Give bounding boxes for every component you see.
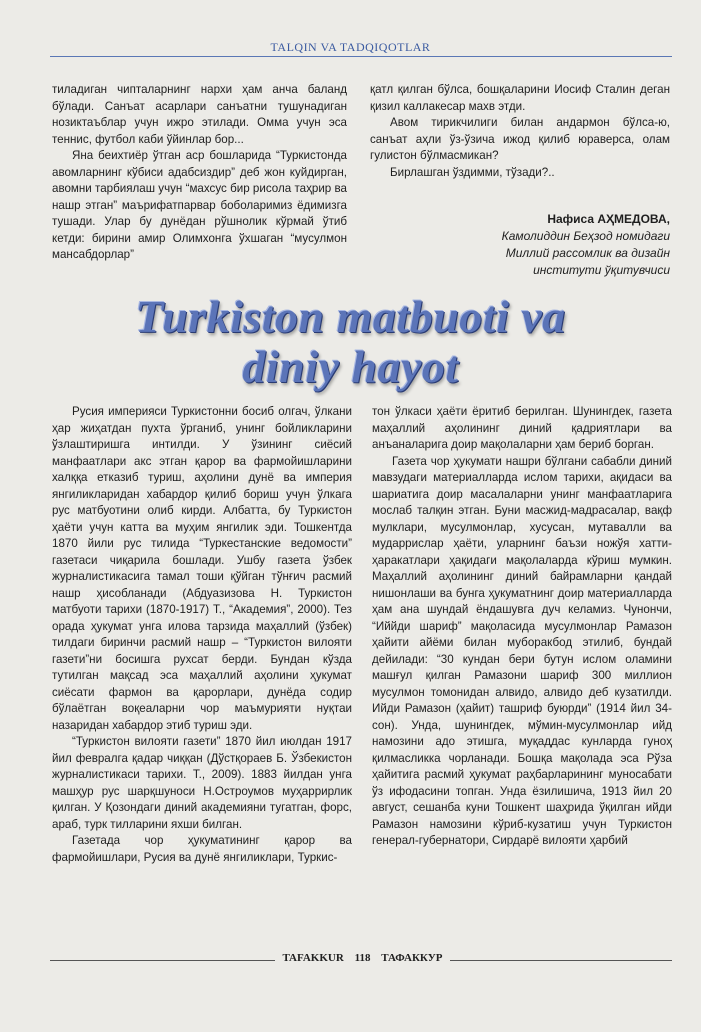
paragraph: Газетада чор ҳукуматининг қарор ва фармойишлари, Русия ва дунё янгиликлари, Туркис- [52,834,352,864]
header-divider [50,56,672,57]
paragraph: Русия империяси Туркистонни босиб олгач, ўлкани ҳар жиҳатдан пухта ўрганиб, унинг бойликларини ўзлаштиришга интилди. У ўзининг сиёсий манфаатлари акс этган қарор ва фармойишларини халққа етказиб туриш, аҳолини дунё ва империя янгиликларидан хабардор қилиб бориш учун ўлкага рус матбуотини олиб кирди. Албатта, бу Туркистон ҳаёти учун катта ва муҳим янгилик эди. Тошкентда 1870 йили рус тилида “Туркестанские ведомости” газетаси чиқарила бошлади. Ушбу газета ўзбек журналистикасига тамал тоши қўйган тўнғич расмий нашр ҳисобланади (Абдуазизова Н. Туркистон матбуоти тарихи (1870-1917) Т., “Академия”, 2000). Тез орада ҳукумат унга илова тарзида маҳаллий (ўзбек) тилдаги биринчи расмий нашр – “Туркистон вилояти газети”ни босишга рухсат берди. Бундан кўзда тутилган мақсад эса маҳаллий аҳолини ҳукумат сиёсати фармон ва қарорлари, дунёда содир бўлаётган воқеаларни чор маъмурияти нуқтаи назаридан хабардор этиб туриш эди. [52,405,352,732]
page-footer [275,952,450,964]
paragraph: Авом тирикчилиги билан андармон бўлса-ю, санъат аҳли ўз-ўзича ижод қилиб юраверса, олам гулистон бўлмасмикан? [370,116,670,162]
paragraph: қатл қилган бўлса, бошқаларини Иосиф Сталин деган қизил каллакесар махв этди. [370,83,670,113]
footer-magazine-name-cyrillic: ТАФАККУР [381,952,443,964]
author-affiliation-line: Камолиддин Беҳзод номидаги [501,228,670,243]
footer-divider-left [50,960,275,961]
paragraph: “Туркистон вилояти газети” 1870 йил июлдан 1917 йил февралга қадар чиққан (Дўстқораев Б. Ўзбекистон журналистикаси тарихи. Т., 2009). 1883 йилдан унга машҳур рус шарқшуноси Н.Остроумов муҳаррирлик қилган. У Қозондаги диний академияни тугатган, форс, араб, турк тилларини яхши билган. [52,735,352,831]
continued-text-right-column [370,82,670,279]
author-affiliation-line: Миллий рассомлик ва дизайн [505,245,670,260]
author-affiliation-line: институти ўқитувчиси [533,262,670,277]
article-right-column [372,404,672,850]
article-left-column [52,404,352,866]
article-title [0,292,701,392]
paragraph: Бирлашган ўздимми, тўзади?.. [390,165,555,179]
paragraph: Яна беихтиёр ўтган аср бошларида “Туркистонда авомларнинг кўбиси адабсиздир” деб жон куйдирган, авомни тарбиялаш учун “махсус бир рисола таҳрир ва нашр этган” маърифатпарвар боболаримиз ёдимизга тушади. Улар бу дунёдан рўшнолик кўрмай ўтиб кетди: бирини амир Олимхонга ўхшаган “мусулмон мансабдорлар” [52,149,347,261]
article-title-line: diniy hayot [242,341,459,392]
continued-text-left-column [52,82,347,264]
article-title-line: Turkiston matbuoti va [135,291,566,342]
footer-magazine-name: TAFAKKUR [282,952,344,964]
section-header: TALQIN VA TADQIQOTLAR [270,40,431,54]
paragraph: тон ўлкаси ҳаёти ёритиб берилган. Шунингдек, газета маҳаллий аҳолининг диний қадриятлари ва анъаналарига доир мақолаларни ҳам бериб борган. [372,405,672,451]
paragraph: тиладиган чипталарнинг нархи ҳам анча баланд бўлади. Санъат асарлари санъатни тушунадиган нозиктаъблар учун ижро этилади. Омма учун эса теннис, футбол каби ўйинлар бор... [52,83,347,146]
page-number: 118 [354,952,371,964]
author-name: Нафиса АҲМЕДОВА, [547,212,670,226]
footer-divider-right [450,960,672,961]
paragraph: Газета чор ҳукумати нашри бўлгани сабабли диний мавзудаги материалларда ислом тарихи, ақидаси ва шариатига доир масалаларни унинг манфаатларига мослаб талқин этган. Буни масжид-мадрасалар, вақф мулклари, мусулмонлар, хусусан, мутавалли ва мударрислар ҳаёти, уларнинг баъзи ножўя хатти-ҳаракатлари ҳақидаги мақолаларда кўриш мумкин. Маҳаллий аҳолининг диний байрамларни қандай нишонлаши ва бунга ҳукуматнинг доир материалларда ҳам ана шундай ёндашувга дуч келамиз. Чунончи, “Иййди шариф” мақоласида мусулмонлар Рамазон ҳайити айёми билан муборакбод этилиб, бундай дейилади: “30 кундан бери бутун ислом оламини машғул қилган Рамазони шариф 300 миллион мусулмон томонидан алвидо, алвидо деб кузатилди. Ийди Рамазон (ҳайит) ташриф буюрди” (1914 йил 34-сон). Унда, шунингдек, мўмин-мусулмонлар ийд намозини адо этишга, муқаддас кунларда гуноҳ қилмасликка чорланади. Бошқа мақолада эса Рўза ҳайитига расмий ҳукумат раҳбарларининг муносабати ўз ифодасини топган. Унда ёзилишича, 1913 йил 20 август, сешанба куни Тошкент шаҳрида ўқилган ийди Рамазон намозини кўриб-кузатиш учун Туркистон генерал-губернатори, Сирдарё вилояти ҳарбий [372,454,672,847]
